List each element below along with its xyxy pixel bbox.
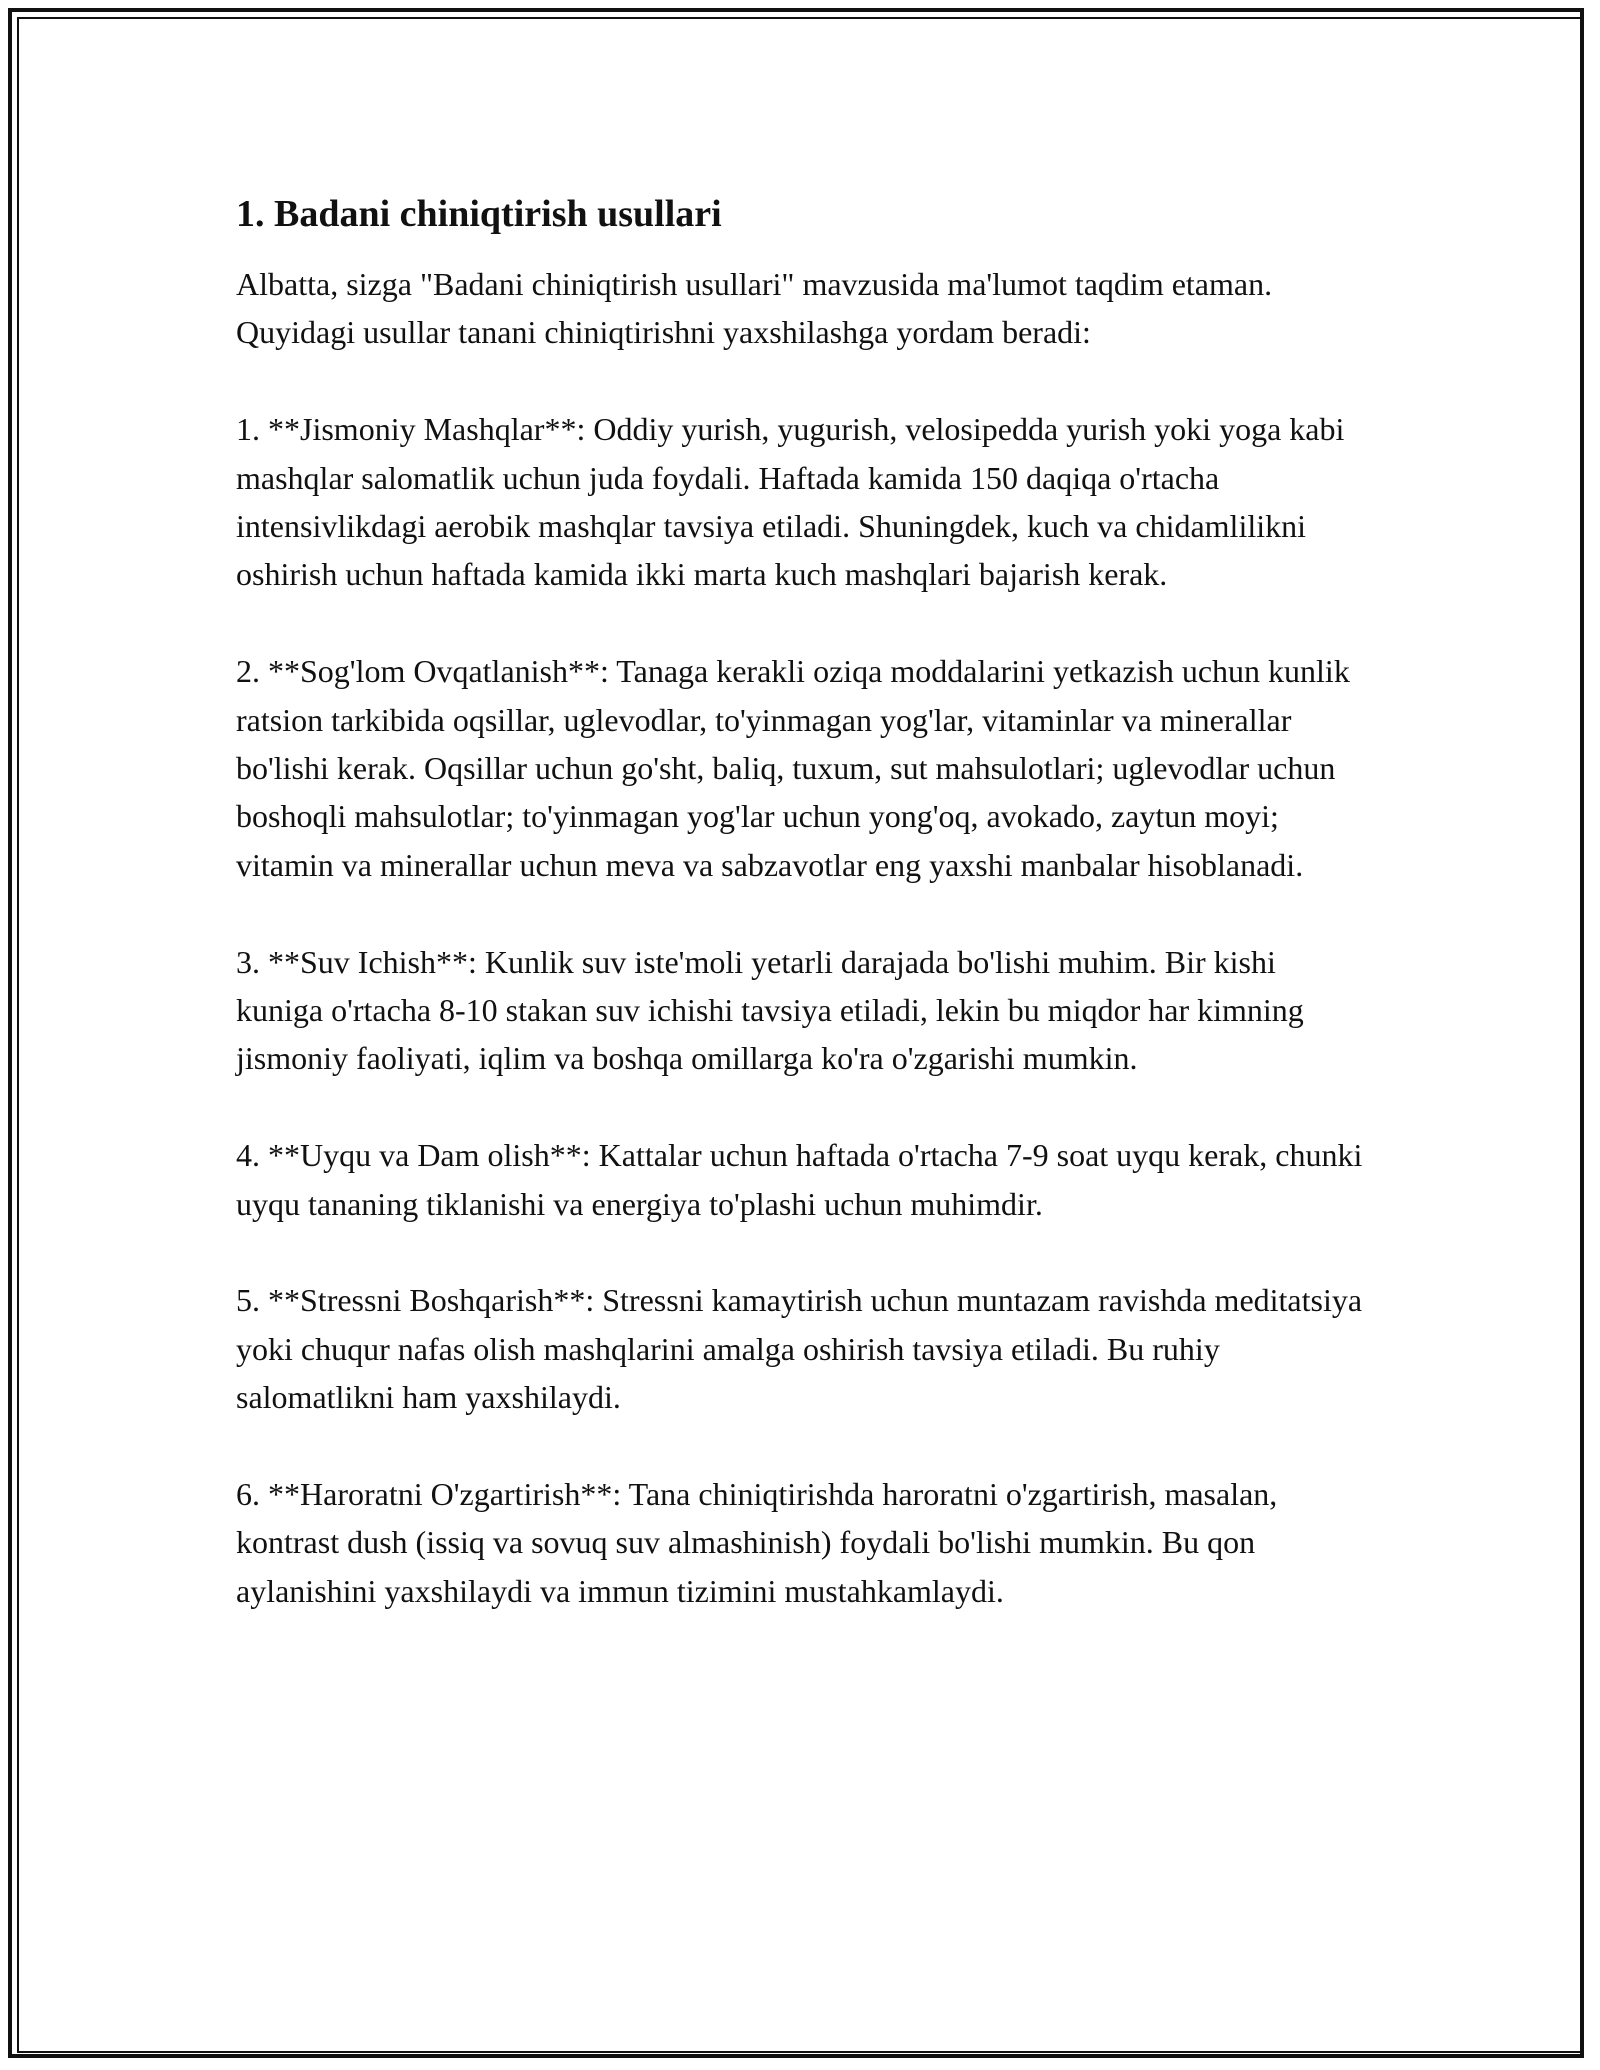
list-item-temperature: 6. **Haroratni O'zgartirish**: Tana chiniqtirishda haroratni o'zgartirish, masalan, kontrast dush (issiq va sovuq suv almashinish) foydali bo'lishi mumkin. Bu qon aylanishini yaxshilaydi va immun tizimini mustahkamlaydi. <box>236 1476 1278 1609</box>
page-title: 1. Badani chiniqtirish usullari <box>236 193 722 235</box>
list-item-sleep: 4. **Uyqu va Dam olish**: Kattalar uchun haftada o'rtacha 7-9 soat uyqu kerak, chunki uyqu tananing tiklanishi va energiya to'plashi uchun muhimdir. <box>236 1137 1363 1222</box>
list-item-water: 3. **Suv Ichish**: Kunlik suv iste'moli yetarli darajada bo'lishi muhim. Bir kishi kuniga o'rtacha 8-10 stakan suv ichishi tavsiya etiladi, lekin bu miqdor har kimning jismoniy faoliyati, iqlim va boshqa omillarga ko'ra o'zgarishi mumkin. <box>236 943 1304 1077</box>
list-item-exercise: 1. **Jismoniy Mashqlar**: Oddiy yurish, yugurish, velosipedda yurish yoki yoga kabi mashqlar salomatlik uchun juda foydali. Haftada kamida 150 daqiqa o'rtacha intensivlikdagi aerobik mashqlar tavsiya etiladi. Shuningdek, kuch va chidamlilikni oshirish uchun haftada kamida ikki marta kuch mashqlari bajarish kerak. <box>236 411 1345 593</box>
document-body <box>236 190 1366 1615</box>
list-item-nutrition: 2. **Sog'lom Ovqatlanish**: Tanaga kerakli oziqa moddalarini yetkazish uchun kunlik ratsion tarkibida oqsillar, uglevodlar, to'yinmagan yog'lar, vitaminlar va minerallar bo'lishi kerak. Oqsillar uchun go'sht, baliq, tuxum, sut mahsulotlari; uglevodlar uchun boshoqli mahsulotlar; to'yinmagan yog'lar uchun yong'oq, avokado, zaytun moyi; vitamin va minerallar uchun meva va sabzavotlar eng yaxshi manbalar hisoblanadi. <box>236 653 1350 883</box>
intro-paragraph: Albatta, sizga "Badani chiniqtirish usullari" mavzusida ma'lumot taqdim etaman. Quyidagi usullar tanani chiniqtirishni yaxshilashga yordam beradi: <box>236 266 1273 351</box>
list-item-stress: 5. **Stressni Boshqarish**: Stressni kamaytirish uchun muntazam ravishda meditatsiya yoki chuqur nafas olish mashqlarini amalga oshirish tavsiya etiladi. Bu ruhiy salomatlikni ham yaxshilaydi. <box>236 1282 1363 1416</box>
